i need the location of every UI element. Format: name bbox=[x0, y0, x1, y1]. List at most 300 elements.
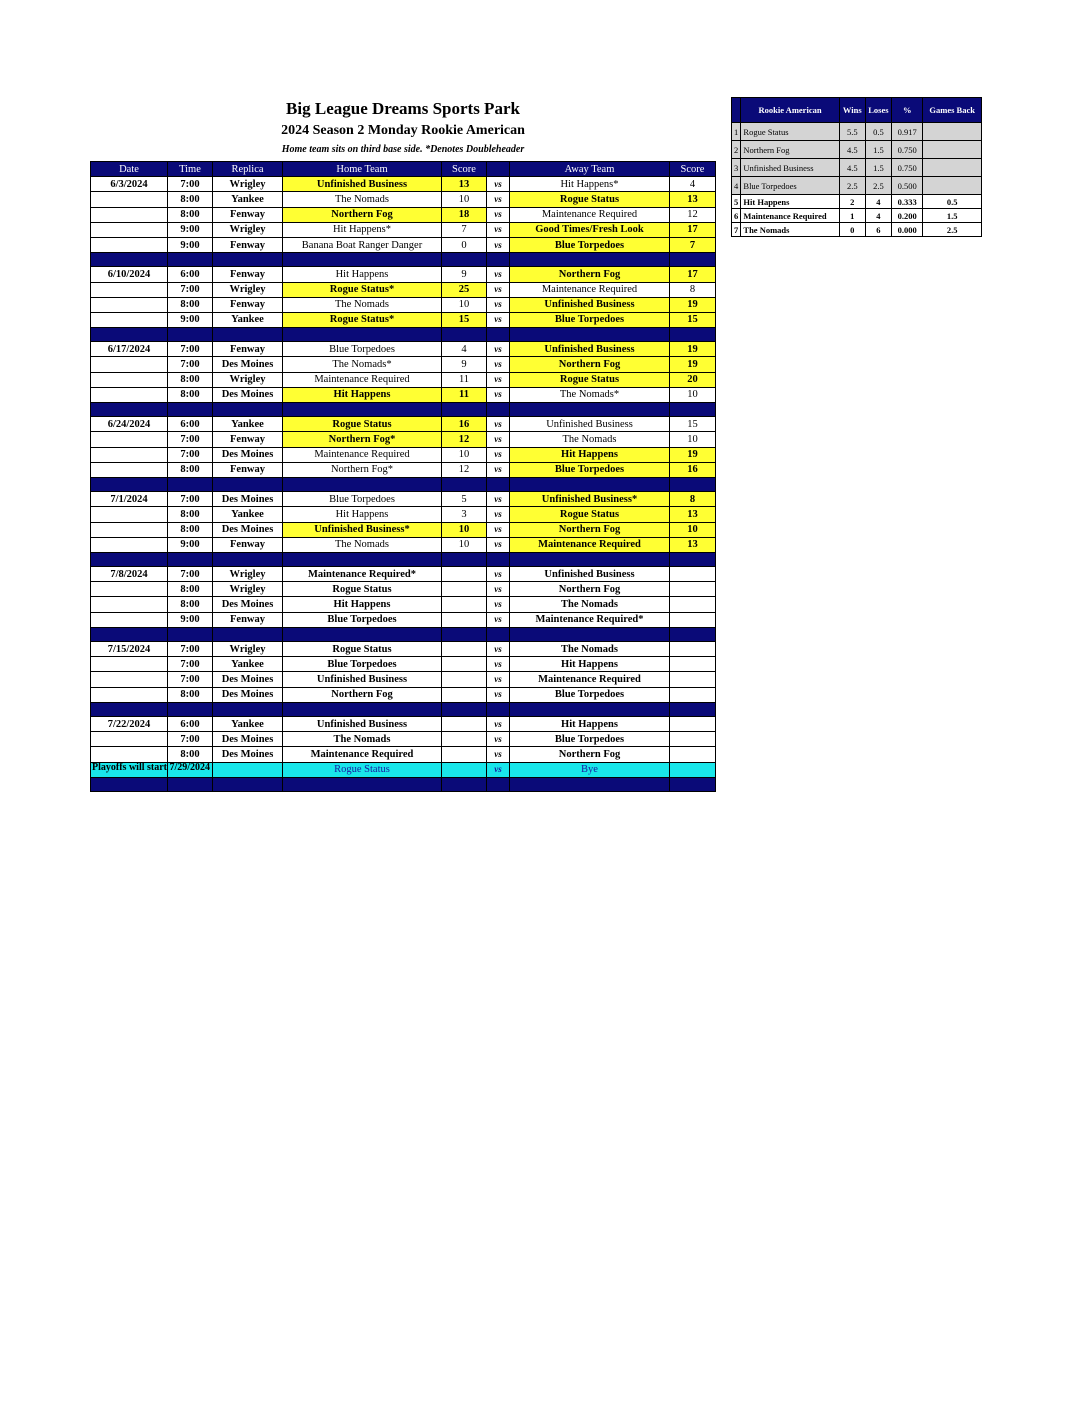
game-field: Wrigley bbox=[213, 222, 283, 237]
away-score: 20 bbox=[670, 372, 716, 387]
game-time: 8:00 bbox=[168, 597, 213, 612]
vs-label: vs bbox=[487, 192, 510, 207]
away-score bbox=[670, 612, 716, 627]
game-date bbox=[91, 237, 168, 252]
vs-label: vs bbox=[487, 447, 510, 462]
week-separator bbox=[91, 477, 716, 491]
standings-games-back: 1.5 bbox=[923, 209, 982, 223]
home-score: 11 bbox=[442, 387, 487, 402]
home-score bbox=[442, 597, 487, 612]
game-field: Yankee bbox=[213, 657, 283, 672]
standings-rank: 4 bbox=[732, 177, 741, 195]
standings-pct: 0.500 bbox=[892, 177, 923, 195]
game-field: Yankee bbox=[213, 192, 283, 207]
week-separator bbox=[91, 702, 716, 716]
standings-body bbox=[732, 123, 982, 237]
vs-label: vs bbox=[487, 582, 510, 597]
away-score: 19 bbox=[670, 447, 716, 462]
home-team: Rogue Status bbox=[283, 417, 442, 432]
home-score bbox=[442, 672, 487, 687]
home-score bbox=[442, 747, 487, 762]
vs-label: vs bbox=[487, 492, 510, 507]
page-title: Big League Dreams Sports Park bbox=[286, 99, 520, 118]
week-separator bbox=[91, 552, 716, 566]
away-score: 13 bbox=[670, 192, 716, 207]
vs-label: vs bbox=[487, 612, 510, 627]
game-date bbox=[91, 387, 168, 402]
game-date: 7/15/2024 bbox=[91, 642, 168, 657]
away-team: Maintenance Required bbox=[510, 207, 670, 222]
game-time: 9:00 bbox=[168, 537, 213, 552]
standings-wins: 1 bbox=[839, 209, 865, 223]
away-team: The Nomads* bbox=[510, 387, 670, 402]
home-score: 12 bbox=[442, 432, 487, 447]
league-subtitle: 2024 Season 2 Monday Rookie American bbox=[281, 123, 525, 138]
away-score bbox=[670, 762, 716, 777]
away-score bbox=[670, 747, 716, 762]
game-time: 8:00 bbox=[168, 507, 213, 522]
game-row bbox=[91, 312, 716, 327]
game-field: Des Moines bbox=[213, 387, 283, 402]
game-time: 8:00 bbox=[168, 372, 213, 387]
game-row bbox=[91, 372, 716, 387]
standings-league-header: Rookie American bbox=[741, 98, 839, 123]
game-field: Des Moines bbox=[213, 597, 283, 612]
game-field: Fenway bbox=[213, 462, 283, 477]
game-row bbox=[91, 582, 716, 597]
week-separator bbox=[91, 777, 716, 791]
game-field: Des Moines bbox=[213, 747, 283, 762]
col-away-score: Score bbox=[670, 162, 716, 177]
home-team: Hit Happens bbox=[283, 387, 442, 402]
home-score bbox=[442, 762, 487, 777]
game-date bbox=[91, 462, 168, 477]
away-team: Hit Happens bbox=[510, 657, 670, 672]
home-score: 4 bbox=[442, 342, 487, 357]
standings-row bbox=[732, 195, 982, 209]
game-time: 7:00 bbox=[168, 672, 213, 687]
game-field: Yankee bbox=[213, 716, 283, 731]
home-score: 9 bbox=[442, 357, 487, 372]
vs-label: vs bbox=[487, 177, 510, 192]
game-field: Des Moines bbox=[213, 732, 283, 747]
away-team: Hit Happens* bbox=[510, 177, 670, 192]
week-separator bbox=[91, 328, 716, 342]
vs-label: vs bbox=[487, 237, 510, 252]
home-team: Hit Happens bbox=[283, 507, 442, 522]
vs-label: vs bbox=[487, 747, 510, 762]
game-field: Yankee bbox=[213, 507, 283, 522]
game-field: Wrigley bbox=[213, 282, 283, 297]
game-field: Fenway bbox=[213, 612, 283, 627]
standings-loses-header: Loses bbox=[865, 98, 891, 123]
standings-team: The Nomads bbox=[741, 223, 839, 237]
game-date bbox=[91, 297, 168, 312]
home-score bbox=[442, 687, 487, 702]
home-team: The Nomads bbox=[283, 297, 442, 312]
standings-team: Blue Torpedoes bbox=[741, 177, 839, 195]
game-field: Fenway bbox=[213, 537, 283, 552]
home-score bbox=[442, 657, 487, 672]
game-field: Wrigley bbox=[213, 177, 283, 192]
game-date: 7/8/2024 bbox=[91, 567, 168, 582]
standings-row bbox=[732, 177, 982, 195]
game-row bbox=[91, 387, 716, 402]
week-separator bbox=[91, 253, 716, 267]
away-team: Unfinished Business bbox=[510, 297, 670, 312]
game-date bbox=[91, 597, 168, 612]
game-time: 9:00 bbox=[168, 312, 213, 327]
standings-row bbox=[732, 159, 982, 177]
home-score: 10 bbox=[442, 537, 487, 552]
game-field bbox=[213, 762, 283, 777]
home-score: 3 bbox=[442, 507, 487, 522]
standings-rank: 6 bbox=[732, 209, 741, 223]
away-team: Blue Torpedoes bbox=[510, 237, 670, 252]
standings-loses: 4 bbox=[865, 195, 891, 209]
standings-wins: 4.5 bbox=[839, 159, 865, 177]
game-field: Des Moines bbox=[213, 492, 283, 507]
away-score: 15 bbox=[670, 312, 716, 327]
home-team: Unfinished Business* bbox=[283, 522, 442, 537]
playoffs-note: Playoffs will start 7/29/2024 bbox=[92, 762, 211, 773]
away-team: Rogue Status bbox=[510, 372, 670, 387]
standings-pct-header: % bbox=[892, 98, 923, 123]
away-score bbox=[670, 687, 716, 702]
standings-loses: 4 bbox=[865, 209, 891, 223]
game-time: 8:00 bbox=[168, 297, 213, 312]
away-team: Unfinished Business bbox=[510, 567, 670, 582]
game-row bbox=[91, 537, 716, 552]
game-time: 9:00 bbox=[168, 612, 213, 627]
away-team: Unfinished Business bbox=[510, 417, 670, 432]
game-field: Des Moines bbox=[213, 357, 283, 372]
game-field: Wrigley bbox=[213, 642, 283, 657]
home-score bbox=[442, 642, 487, 657]
col-replica: Replica bbox=[213, 162, 283, 177]
game-row bbox=[91, 462, 716, 477]
game-row bbox=[91, 237, 716, 252]
home-team: Hit Happens* bbox=[283, 222, 442, 237]
vs-label: vs bbox=[487, 417, 510, 432]
away-score: 4 bbox=[670, 177, 716, 192]
away-score bbox=[670, 597, 716, 612]
schedule-body bbox=[91, 177, 716, 792]
away-score bbox=[670, 732, 716, 747]
standings-pct: 0.750 bbox=[892, 141, 923, 159]
home-team: Blue Torpedoes bbox=[283, 342, 442, 357]
standings-loses: 1.5 bbox=[865, 159, 891, 177]
game-time: 7:00 bbox=[168, 732, 213, 747]
game-time: 9:00 bbox=[168, 237, 213, 252]
home-team: The Nomads bbox=[283, 192, 442, 207]
game-date: 6/3/2024 bbox=[91, 177, 168, 192]
home-team: Northern Fog* bbox=[283, 432, 442, 447]
vs-label: vs bbox=[487, 642, 510, 657]
game-time: 7:00 bbox=[168, 342, 213, 357]
game-row bbox=[91, 567, 716, 582]
standings-rank: 7 bbox=[732, 223, 741, 237]
game-field: Wrigley bbox=[213, 372, 283, 387]
game-date bbox=[91, 687, 168, 702]
col-date: Date bbox=[91, 162, 168, 177]
vs-label: vs bbox=[487, 432, 510, 447]
game-field: Des Moines bbox=[213, 447, 283, 462]
home-team: Rogue Status bbox=[283, 762, 442, 777]
game-date bbox=[91, 657, 168, 672]
game-time: 8:00 bbox=[168, 387, 213, 402]
game-field: Des Moines bbox=[213, 522, 283, 537]
game-row bbox=[91, 612, 716, 627]
standings-loses: 1.5 bbox=[865, 141, 891, 159]
home-team: Banana Boat Ranger Danger bbox=[283, 237, 442, 252]
home-score bbox=[442, 582, 487, 597]
col-away-team: Away Team bbox=[510, 162, 670, 177]
game-date bbox=[91, 507, 168, 522]
game-row bbox=[91, 672, 716, 687]
vs-label: vs bbox=[487, 222, 510, 237]
home-score: 11 bbox=[442, 372, 487, 387]
home-team: Blue Torpedoes bbox=[283, 657, 442, 672]
away-score bbox=[670, 657, 716, 672]
game-row bbox=[91, 192, 716, 207]
home-team: Rogue Status bbox=[283, 642, 442, 657]
game-field: Fenway bbox=[213, 297, 283, 312]
game-time: 8:00 bbox=[168, 192, 213, 207]
standings-wins: 2 bbox=[839, 195, 865, 209]
home-team: Unfinished Business bbox=[283, 716, 442, 731]
standings-games-back: 2.5 bbox=[923, 223, 982, 237]
game-date: 7/22/2024 bbox=[91, 716, 168, 731]
standings-team: Maintenance Required bbox=[741, 209, 839, 223]
standings-rank: 1 bbox=[732, 123, 741, 141]
home-team: Northern Fog bbox=[283, 687, 442, 702]
week-separator bbox=[91, 627, 716, 641]
game-row bbox=[91, 417, 716, 432]
game-date bbox=[91, 192, 168, 207]
standings-wins: 4.5 bbox=[839, 141, 865, 159]
standings-loses: 6 bbox=[865, 223, 891, 237]
home-team: Rogue Status* bbox=[283, 282, 442, 297]
away-score: 16 bbox=[670, 462, 716, 477]
standings-team: Hit Happens bbox=[741, 195, 839, 209]
game-time: 7:00 bbox=[168, 432, 213, 447]
home-score: 0 bbox=[442, 237, 487, 252]
game-row bbox=[91, 222, 716, 237]
vs-label: vs bbox=[487, 507, 510, 522]
away-score: 17 bbox=[670, 222, 716, 237]
standings-pct: 0.000 bbox=[892, 223, 923, 237]
game-time: 7:00 bbox=[168, 567, 213, 582]
game-row bbox=[91, 267, 716, 282]
away-team: Blue Torpedoes bbox=[510, 732, 670, 747]
game-date bbox=[91, 732, 168, 747]
vs-label: vs bbox=[487, 522, 510, 537]
game-field: Des Moines bbox=[213, 687, 283, 702]
standings-games-back bbox=[923, 159, 982, 177]
game-field: Des Moines bbox=[213, 672, 283, 687]
away-team: Blue Torpedoes bbox=[510, 312, 670, 327]
away-score bbox=[670, 642, 716, 657]
away-team: Maintenance Required bbox=[510, 672, 670, 687]
away-score: 19 bbox=[670, 297, 716, 312]
home-score: 25 bbox=[442, 282, 487, 297]
home-score: 12 bbox=[442, 462, 487, 477]
home-score: 18 bbox=[442, 207, 487, 222]
game-field: Wrigley bbox=[213, 582, 283, 597]
game-row bbox=[91, 747, 716, 762]
game-date: 6/24/2024 bbox=[91, 417, 168, 432]
away-team: Rogue Status bbox=[510, 507, 670, 522]
col-vs bbox=[487, 162, 510, 177]
game-row bbox=[91, 642, 716, 657]
vs-label: vs bbox=[487, 567, 510, 582]
away-team: Maintenance Required bbox=[510, 537, 670, 552]
game-time: 8:00 bbox=[168, 687, 213, 702]
standings-wins-header: Wins bbox=[839, 98, 865, 123]
game-date: 7/1/2024 bbox=[91, 492, 168, 507]
game-row bbox=[91, 297, 716, 312]
standings-wins: 5.5 bbox=[839, 123, 865, 141]
away-score: 13 bbox=[670, 537, 716, 552]
game-time: 8:00 bbox=[168, 207, 213, 222]
game-date bbox=[91, 612, 168, 627]
away-team: Northern Fog bbox=[510, 747, 670, 762]
game-field: Yankee bbox=[213, 417, 283, 432]
home-score: 7 bbox=[442, 222, 487, 237]
away-team: Bye bbox=[510, 762, 670, 777]
game-time: 8:00 bbox=[168, 747, 213, 762]
game-row bbox=[91, 207, 716, 222]
home-team: The Nomads bbox=[283, 732, 442, 747]
home-team: Maintenance Required bbox=[283, 447, 442, 462]
away-team: The Nomads bbox=[510, 597, 670, 612]
standings-loses: 2.5 bbox=[865, 177, 891, 195]
game-time: 8:00 bbox=[168, 522, 213, 537]
game-date bbox=[91, 447, 168, 462]
away-team: Unfinished Business* bbox=[510, 492, 670, 507]
game-date bbox=[91, 582, 168, 597]
standings-pct: 0.333 bbox=[892, 195, 923, 209]
game-date bbox=[91, 207, 168, 222]
away-team: The Nomads bbox=[510, 432, 670, 447]
away-score: 8 bbox=[670, 492, 716, 507]
game-row bbox=[91, 522, 716, 537]
game-field: Wrigley bbox=[213, 567, 283, 582]
away-score bbox=[670, 716, 716, 731]
game-date bbox=[91, 672, 168, 687]
standings-rank: 5 bbox=[732, 195, 741, 209]
game-time: 7:00 bbox=[168, 282, 213, 297]
home-score: 10 bbox=[442, 192, 487, 207]
vs-label: vs bbox=[487, 537, 510, 552]
home-score: 10 bbox=[442, 447, 487, 462]
standings-pct: 0.200 bbox=[892, 209, 923, 223]
away-score: 17 bbox=[670, 267, 716, 282]
home-team: Northern Fog* bbox=[283, 462, 442, 477]
standings-team: Northern Fog bbox=[741, 141, 839, 159]
standings-header-row bbox=[732, 98, 982, 123]
standings-games-back: 0.5 bbox=[923, 195, 982, 209]
home-score bbox=[442, 612, 487, 627]
standings-rank: 2 bbox=[732, 141, 741, 159]
home-team-note: Home team sits on third base side. *Denotes Doubleheader bbox=[281, 144, 525, 155]
game-row bbox=[91, 282, 716, 297]
away-team: Northern Fog bbox=[510, 267, 670, 282]
game-time: 7:00 bbox=[168, 177, 213, 192]
game-row bbox=[91, 357, 716, 372]
game-row bbox=[91, 657, 716, 672]
vs-label: vs bbox=[487, 657, 510, 672]
away-score bbox=[670, 567, 716, 582]
game-date bbox=[91, 537, 168, 552]
standings-team: Rogue Status bbox=[741, 123, 839, 141]
standings-row bbox=[732, 223, 982, 237]
game-row bbox=[91, 492, 716, 507]
away-team: Rogue Status bbox=[510, 192, 670, 207]
home-team: Maintenance Required bbox=[283, 372, 442, 387]
game-field: Fenway bbox=[213, 342, 283, 357]
game-field: Fenway bbox=[213, 207, 283, 222]
game-row bbox=[91, 447, 716, 462]
vs-label: vs bbox=[487, 297, 510, 312]
game-row bbox=[91, 732, 716, 747]
standings-table bbox=[731, 97, 982, 237]
standings-games-back bbox=[923, 123, 982, 141]
game-time: 6:00 bbox=[168, 267, 213, 282]
standings-gb-header: Games Back bbox=[923, 98, 982, 123]
home-score bbox=[442, 732, 487, 747]
game-field: Fenway bbox=[213, 237, 283, 252]
game-time: 8:00 bbox=[168, 582, 213, 597]
vs-label: vs bbox=[487, 372, 510, 387]
game-time: 8:00 bbox=[168, 462, 213, 477]
vs-label: vs bbox=[487, 207, 510, 222]
game-row bbox=[91, 177, 716, 192]
home-team: Maintenance Required bbox=[283, 747, 442, 762]
game-date bbox=[91, 747, 168, 762]
home-score: 15 bbox=[442, 312, 487, 327]
game-row bbox=[91, 342, 716, 357]
game-date bbox=[91, 312, 168, 327]
home-score bbox=[442, 716, 487, 731]
away-score: 15 bbox=[670, 417, 716, 432]
game-date bbox=[91, 372, 168, 387]
home-team: Hit Happens bbox=[283, 267, 442, 282]
away-score: 12 bbox=[670, 207, 716, 222]
game-date bbox=[91, 432, 168, 447]
game-time: 7:00 bbox=[168, 657, 213, 672]
game-date: 6/10/2024 bbox=[91, 267, 168, 282]
home-score: 16 bbox=[442, 417, 487, 432]
vs-label: vs bbox=[487, 312, 510, 327]
away-score: 19 bbox=[670, 342, 716, 357]
home-score: 10 bbox=[442, 522, 487, 537]
game-time: 6:00 bbox=[168, 417, 213, 432]
home-team: Rogue Status bbox=[283, 582, 442, 597]
col-home-score: Score bbox=[442, 162, 487, 177]
game-row bbox=[91, 597, 716, 612]
standings-row bbox=[732, 141, 982, 159]
game-row bbox=[91, 432, 716, 447]
away-team: Good Times/Fresh Look bbox=[510, 222, 670, 237]
week-separator bbox=[91, 403, 716, 417]
away-score bbox=[670, 672, 716, 687]
away-team: Northern Fog bbox=[510, 522, 670, 537]
home-score: 9 bbox=[442, 267, 487, 282]
away-team: Hit Happens bbox=[510, 716, 670, 731]
standings-row bbox=[732, 209, 982, 223]
